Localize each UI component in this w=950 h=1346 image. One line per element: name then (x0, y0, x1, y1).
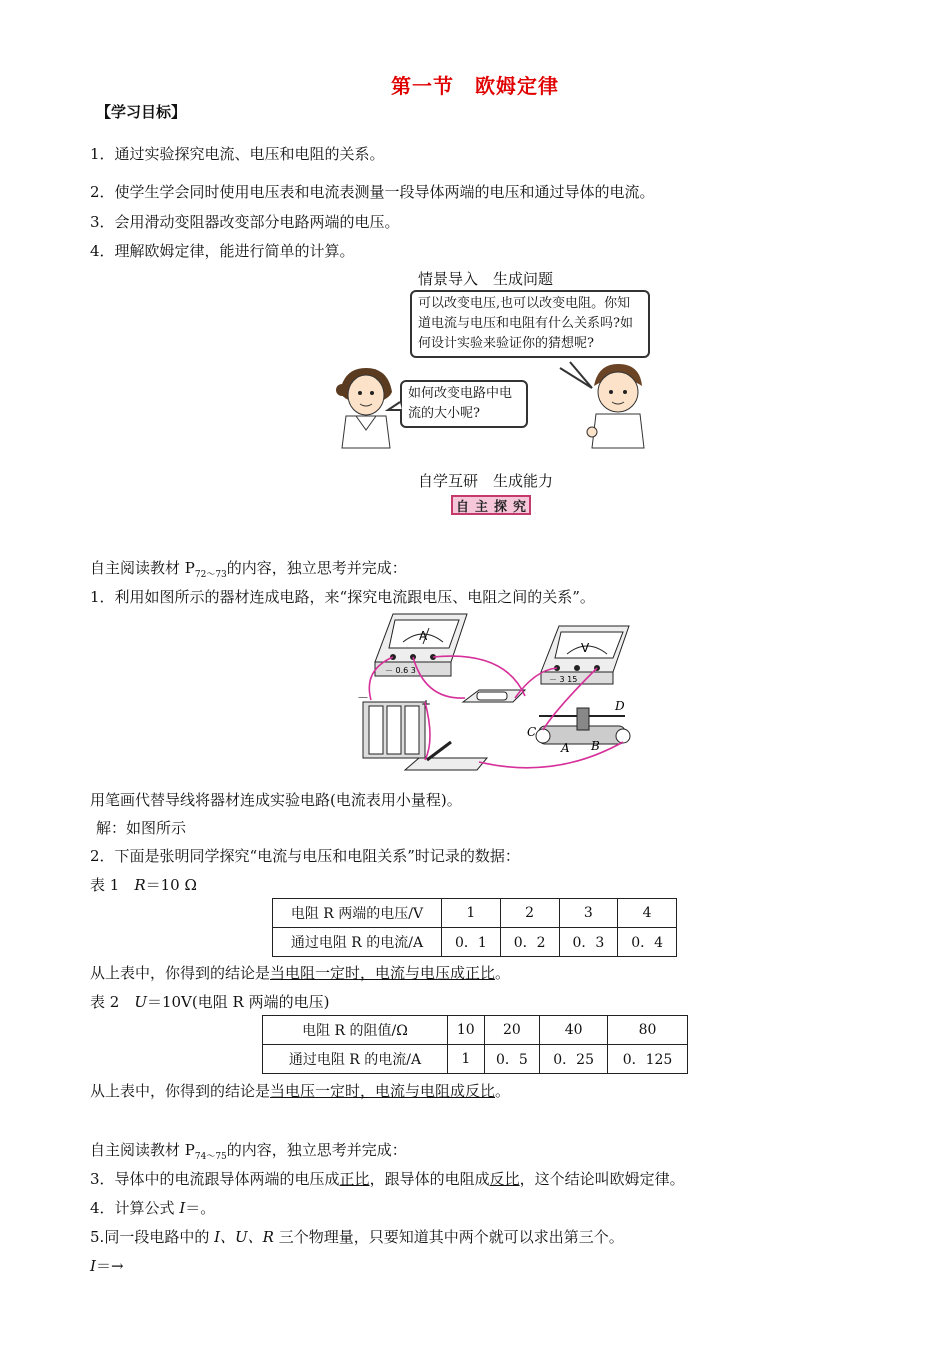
question-1: 1．利用如图所示的器材连成电路，来“探究电流跟电压、电阻之间的关系”。 (90, 588, 595, 606)
conclusion-2: 从上表中，你得到的结论是当电压一定时，电流与电阻成反比。 (90, 1082, 511, 1100)
svg-text:C: C (527, 725, 537, 739)
table-cell: 0．3 (559, 928, 618, 957)
speech-bubble-girl: 如何改变电路中电流的大小呢? (400, 380, 528, 428)
table-cell: 2 (500, 899, 559, 928)
table-cell: 4 (618, 899, 677, 928)
table-row (263, 1045, 688, 1074)
table-row (263, 1016, 688, 1045)
table-cell: 通过电阻 R 的电流/A (263, 1045, 448, 1074)
question-5: 5.同一段电路中的 I、U、R 三个物理量，只要知道其中两个就可以求出第三个。 (90, 1228, 624, 1246)
table-cell: 0．125 (608, 1045, 688, 1074)
table-cell: 10 (448, 1016, 485, 1045)
ammeter (375, 614, 467, 676)
page-title: 第一节 欧姆定律 (391, 74, 559, 98)
question-4: 4．计算公式 I＝。 (90, 1199, 216, 1217)
table-cell: 0．4 (618, 928, 677, 957)
table-cell: 80 (608, 1016, 688, 1045)
battery (357, 691, 431, 758)
data-table-1 (272, 898, 677, 957)
scene-heading: 情景导入 生成问题 (418, 270, 554, 288)
table-cell: 电阻 R 两端的电压/V (273, 899, 442, 928)
question-2: 2．下面是张明同学探究“电流与电压和电阻关系”时记录的数据： (90, 847, 520, 865)
conclusion-1: 从上表中，你得到的结论是当电阻一定时，电流与电压成正比。 (90, 964, 511, 982)
girl-figure (336, 368, 392, 448)
boy-figure (587, 364, 644, 448)
badge-char: 自 (455, 499, 469, 515)
badge-char: 探 (493, 499, 507, 515)
table-row (273, 928, 677, 957)
svg-text:－ 0.6 3: － 0.6 3 (385, 666, 416, 675)
badge-char: 究 (512, 499, 526, 515)
answer-text: 解：如图所示 (96, 819, 187, 837)
reading-instruction-1: 自主阅读教材 $P_{72\sim 73}$的内容，独立思考并完成： (90, 559, 407, 580)
objective-4: 4．理解欧姆定律，能进行简单的计算。 (90, 242, 355, 260)
self-explore-badge (451, 495, 531, 515)
objective-1: 1．通过实验探究电流、电压和电阻的关系。 (90, 145, 385, 163)
svg-text:V: V (581, 641, 590, 655)
speech-bubble-boy: 可以改变电压,也可以改变电阻。你知道电流与电压和电阻有什么关系吗?如何设计实验来验证你的猜想呢? (410, 290, 650, 358)
svg-text:－: － (357, 691, 370, 705)
wiring-instruction: 用笔画代替导线将器材连成实验电路(电流表用小量程)。 (90, 791, 462, 809)
objective-2: 2．使学生学会同时使用电压表和电流表测量一段导体两端的电压和通过导体的电流。 (90, 183, 655, 201)
objectives-heading: 【学习目标】 (96, 103, 187, 121)
svg-text:D: D (615, 699, 625, 713)
badge-char: 主 (474, 499, 488, 515)
objective-3: 3．会用滑动变阻器改变部分电路两端的电压。 (90, 213, 400, 231)
table-cell: 0．5 (484, 1045, 540, 1074)
table-cell: 3 (559, 899, 618, 928)
table-row (273, 899, 677, 928)
table-cell: 电阻 R 的阻值/Ω (263, 1016, 448, 1045)
table-cell: 1 (448, 1045, 485, 1074)
svg-text:A: A (561, 741, 570, 755)
svg-text:B: B (591, 739, 600, 753)
table-cell: 20 (484, 1016, 540, 1045)
svg-text:－ 3 15: － 3 15 (549, 675, 578, 684)
table-cell: 0．1 (442, 928, 501, 957)
data-table-2 (262, 1015, 688, 1074)
voltmeter (541, 626, 629, 684)
formula-line: I＝→ (90, 1257, 124, 1275)
reading-instruction-2: 自主阅读教材 $P_{74\sim 75}$的内容，独立思考并完成： (90, 1141, 407, 1162)
table-cell: 通过电阻 R 的电流/A (273, 928, 442, 957)
table2-caption: 表 2 U＝10V(电阻 R 两端的电压) (90, 993, 330, 1011)
self-study-heading: 自学互研 生成能力 (418, 472, 554, 490)
question-3: 3．导体中的电流跟导体两端的电压成正比，跟导体的电阻成反比，这个结论叫欧姆定律。 (90, 1170, 685, 1188)
table-cell: 1 (442, 899, 501, 928)
table-cell: 40 (540, 1016, 608, 1045)
cartoon-children (330, 340, 660, 450)
table1-caption: 表 1 R＝10 Ω (90, 876, 197, 894)
svg-text:A: A (419, 629, 428, 643)
table-cell: 0．25 (540, 1045, 608, 1074)
table-cell: 0．2 (500, 928, 559, 957)
svg-text:+: + (421, 697, 432, 711)
circuit-apparatus-figure (355, 610, 635, 778)
